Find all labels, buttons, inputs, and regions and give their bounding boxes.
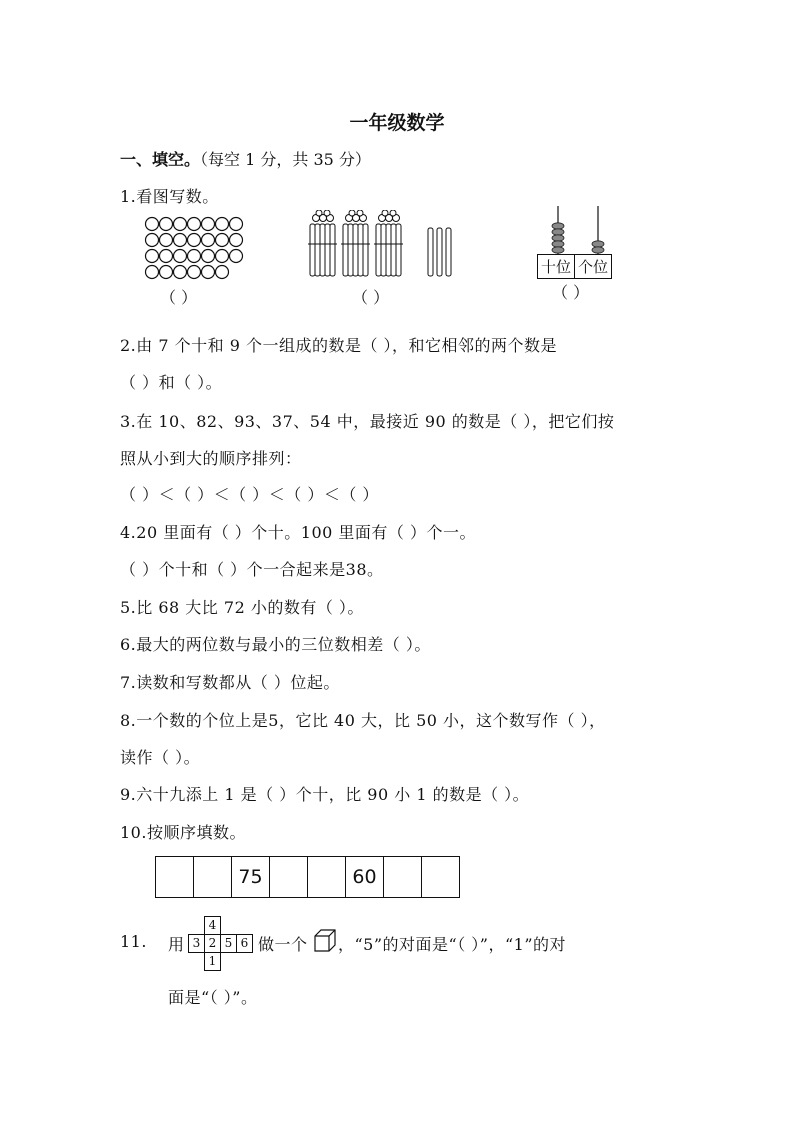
net-face-3: 5 bbox=[220, 934, 237, 953]
question-11-line-1: ，“5”的对面是“（ ）”，“1”的对 bbox=[338, 935, 567, 954]
ones-place-label: 个位 bbox=[578, 258, 609, 276]
sequence-cell[interactable] bbox=[308, 857, 346, 898]
question-3-line-2: 照从小到大的顺序排列： bbox=[120, 449, 302, 468]
question-3-ordering: （ ）＜（ ）＜（ ）＜（ ）＜（ ） bbox=[120, 485, 379, 504]
abacus-place-labels bbox=[537, 254, 612, 279]
net-face-4: 6 bbox=[236, 934, 253, 953]
sequence-cell[interactable] bbox=[384, 857, 422, 898]
question-11-number: 11. bbox=[120, 932, 147, 951]
sequence-cell[interactable] bbox=[270, 857, 308, 898]
stick-bundles-figure bbox=[308, 210, 468, 280]
question-11-use-label: 用 bbox=[168, 935, 185, 954]
cube-icon bbox=[313, 928, 337, 954]
sequence-cell[interactable] bbox=[156, 857, 194, 898]
question-4-line-2: （ ）个十和（ ）个一合起来是38。 bbox=[120, 560, 384, 579]
question-10-prompt: 10.按顺序填数。 bbox=[120, 823, 246, 842]
net-face-2: 2 bbox=[204, 934, 221, 953]
question-11-make-label: 做一个 bbox=[258, 935, 308, 954]
cube-net-figure bbox=[188, 916, 254, 972]
question-5: 5.比 68 大比 72 小的数有（ ）。 bbox=[120, 598, 364, 617]
question-1-caption-c: （ ） bbox=[552, 283, 590, 302]
question-8-line-1: 8.一个数的个位上是5，它比 40 大，比 50 小，这个数写作（ ）， bbox=[120, 711, 606, 730]
section-heading-label: 一、填空。 bbox=[120, 150, 201, 169]
net-face-bottom: 1 bbox=[204, 952, 221, 971]
question-1-prompt: 1.看图写数。 bbox=[120, 187, 219, 206]
question-1-caption-a: （ ） bbox=[160, 288, 198, 307]
page-title: 一年级数学 bbox=[349, 112, 445, 134]
section-heading bbox=[120, 147, 371, 170]
sequence-cell: 75 bbox=[232, 857, 270, 898]
question-4-line-1: 4.20 里面有（ ）个十。100 里面有（ ）个一。 bbox=[120, 523, 477, 542]
question-6: 6.最大的两位数与最小的三位数相差（ ）。 bbox=[120, 635, 431, 654]
question-8-line-2: 读作（ ）。 bbox=[120, 748, 201, 767]
question-2-line-2: （ ）和（ ）。 bbox=[120, 373, 223, 392]
question-11-line-2: 面是“（ ）”。 bbox=[168, 988, 258, 1007]
sequence-cell[interactable] bbox=[194, 857, 232, 898]
circles-grid-figure bbox=[144, 216, 244, 288]
net-face-1: 3 bbox=[188, 934, 205, 953]
net-face-top: 4 bbox=[204, 916, 221, 935]
number-sequence-boxes bbox=[155, 856, 460, 898]
abacus-figure bbox=[538, 204, 620, 256]
section-heading-note: （每空 1 分，共 35 分） bbox=[200, 150, 371, 169]
question-9: 9.六十九添上 1 是（ ）个十，比 90 小 1 的数是（ ）。 bbox=[120, 785, 530, 804]
sequence-cell: 60 bbox=[346, 857, 384, 898]
question-3-line-1: 3.在 10、82、93、37、54 中，最接近 90 的数是（ ），把它们按 bbox=[120, 412, 615, 431]
question-2-line-1: 2.由 7 个十和 9 个一组成的数是（ ），和它相邻的两个数是 bbox=[120, 336, 558, 355]
question-1-caption-b: （ ） bbox=[352, 288, 390, 307]
tens-place-label: 十位 bbox=[538, 255, 575, 278]
question-7: 7.读数和写数都从（ ）位起。 bbox=[120, 673, 340, 692]
sequence-cell[interactable] bbox=[422, 857, 460, 898]
